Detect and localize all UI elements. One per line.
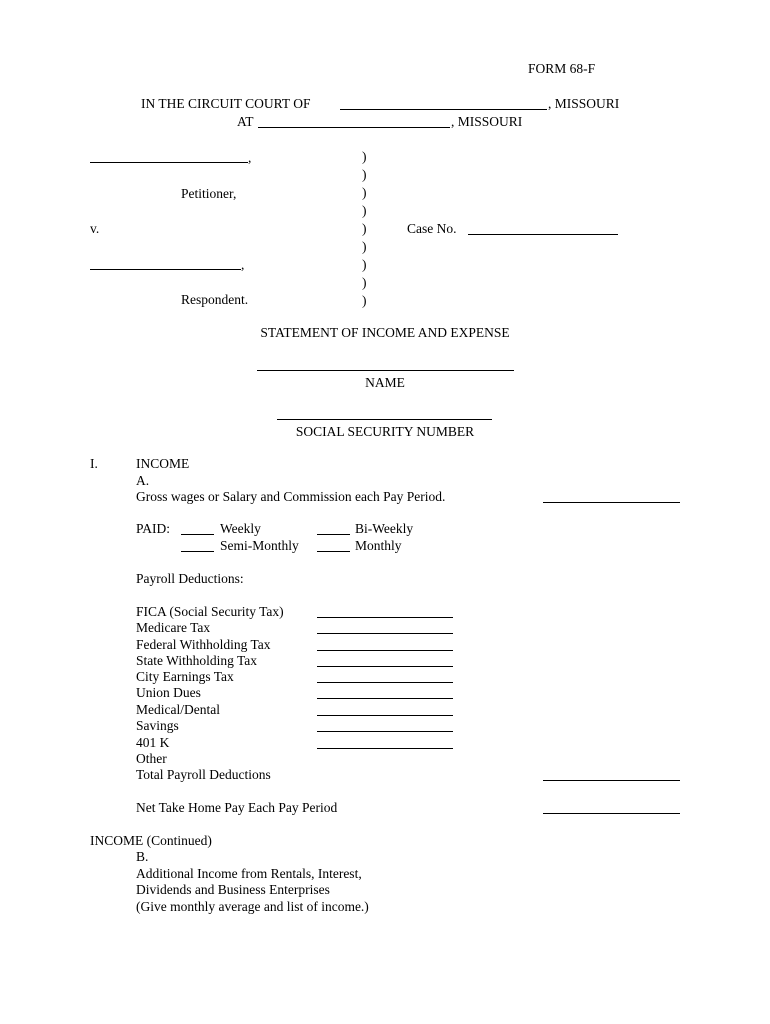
paid-semimonthly-line[interactable] (181, 551, 214, 552)
additional-income-line2: Dividends and Business Enterprises (136, 882, 330, 897)
petitioner-comma: , (248, 150, 252, 165)
net-take-home-line[interactable] (543, 813, 680, 814)
subsection-a: A. (136, 473, 150, 488)
deduction-label: Savings (136, 718, 179, 733)
caption-paren: ) (362, 221, 367, 236)
court-line-suffix: , MISSOURI (548, 96, 620, 111)
deduction-label: City Earnings Tax (136, 669, 234, 684)
versus-label: v. (90, 221, 100, 236)
at-prefix: AT (237, 114, 254, 129)
respondent-label: Respondent. (181, 292, 249, 307)
section-number: I. (90, 456, 98, 471)
case-no-label: Case No. (407, 221, 457, 236)
deduction-line[interactable] (317, 748, 453, 749)
deduction-label: 401 K (136, 735, 170, 750)
payroll-deductions-label: Payroll Deductions: (136, 571, 244, 586)
deduction-line[interactable] (317, 650, 453, 651)
paid-biweekly-line[interactable] (317, 534, 350, 535)
ssn-line[interactable] (277, 419, 492, 420)
deduction-label: State Withholding Tax (136, 653, 258, 668)
name-line[interactable] (257, 370, 514, 371)
ssn-label: SOCIAL SECURITY NUMBER (295, 424, 475, 439)
income-continued-heading: INCOME (Continued) (90, 833, 212, 848)
city-blank-line[interactable] (258, 127, 450, 128)
paid-monthly: Monthly (355, 538, 402, 553)
name-label: NAME (365, 375, 405, 390)
section-heading: INCOME (136, 456, 190, 471)
county-blank-line[interactable] (340, 109, 547, 110)
deduction-label: Medical/Dental (136, 702, 220, 717)
deduction-label: Union Dues (136, 685, 201, 700)
case-no-line[interactable] (468, 234, 618, 235)
deduction-label: FICA (Social Security Tax) (136, 604, 284, 619)
paid-biweekly: Bi-Weekly (355, 521, 414, 536)
paid-monthly-line[interactable] (317, 551, 350, 552)
paid-weekly-line[interactable] (181, 534, 214, 535)
net-take-home-label: Net Take Home Pay Each Pay Period (136, 800, 338, 815)
caption-paren: ) (362, 257, 367, 272)
respondent-name-line[interactable] (90, 269, 241, 270)
total-deductions-label: Total Payroll Deductions (136, 767, 271, 782)
deduction-line[interactable] (317, 715, 453, 716)
petitioner-name-line[interactable] (90, 162, 248, 163)
gross-wages-label: Gross wages or Salary and Commission each Pay Period. (136, 489, 446, 504)
deduction-line[interactable] (317, 633, 453, 634)
deduction-line[interactable] (317, 698, 453, 699)
caption-paren: ) (362, 239, 367, 254)
respondent-comma: , (241, 257, 245, 272)
deduction-line[interactable] (317, 666, 453, 667)
caption-paren: ) (362, 203, 367, 218)
deduction-label: Medicare Tax (136, 620, 211, 635)
caption-paren: ) (362, 275, 367, 290)
deduction-label: Federal Withholding Tax (136, 637, 271, 652)
subsection-b: B. (136, 849, 149, 864)
caption-paren: ) (362, 149, 367, 164)
deduction-line[interactable] (317, 731, 453, 732)
additional-income-line1: Additional Income from Rentals, Interest, (136, 866, 362, 881)
at-suffix: , MISSOURI (451, 114, 523, 129)
gross-wages-line[interactable] (543, 502, 680, 503)
caption-paren: ) (362, 167, 367, 182)
paid-label: PAID: (136, 521, 171, 536)
additional-income-line3: (Give monthly average and list of income.) (136, 899, 369, 914)
paid-weekly: Weekly (220, 521, 261, 536)
paid-semimonthly: Semi-Monthly (220, 538, 299, 553)
caption-paren: ) (362, 293, 367, 308)
total-deductions-line[interactable] (543, 780, 680, 781)
court-line-prefix: IN THE CIRCUIT COURT OF (141, 96, 311, 111)
form-number: FORM 68-F (528, 61, 596, 76)
document-title: STATEMENT OF INCOME AND EXPENSE (260, 325, 510, 340)
deduction-line[interactable] (317, 682, 453, 683)
deduction-line[interactable] (317, 617, 453, 618)
caption-paren: ) (362, 185, 367, 200)
deduction-label: Other (136, 751, 167, 766)
petitioner-label: Petitioner, (181, 186, 237, 201)
